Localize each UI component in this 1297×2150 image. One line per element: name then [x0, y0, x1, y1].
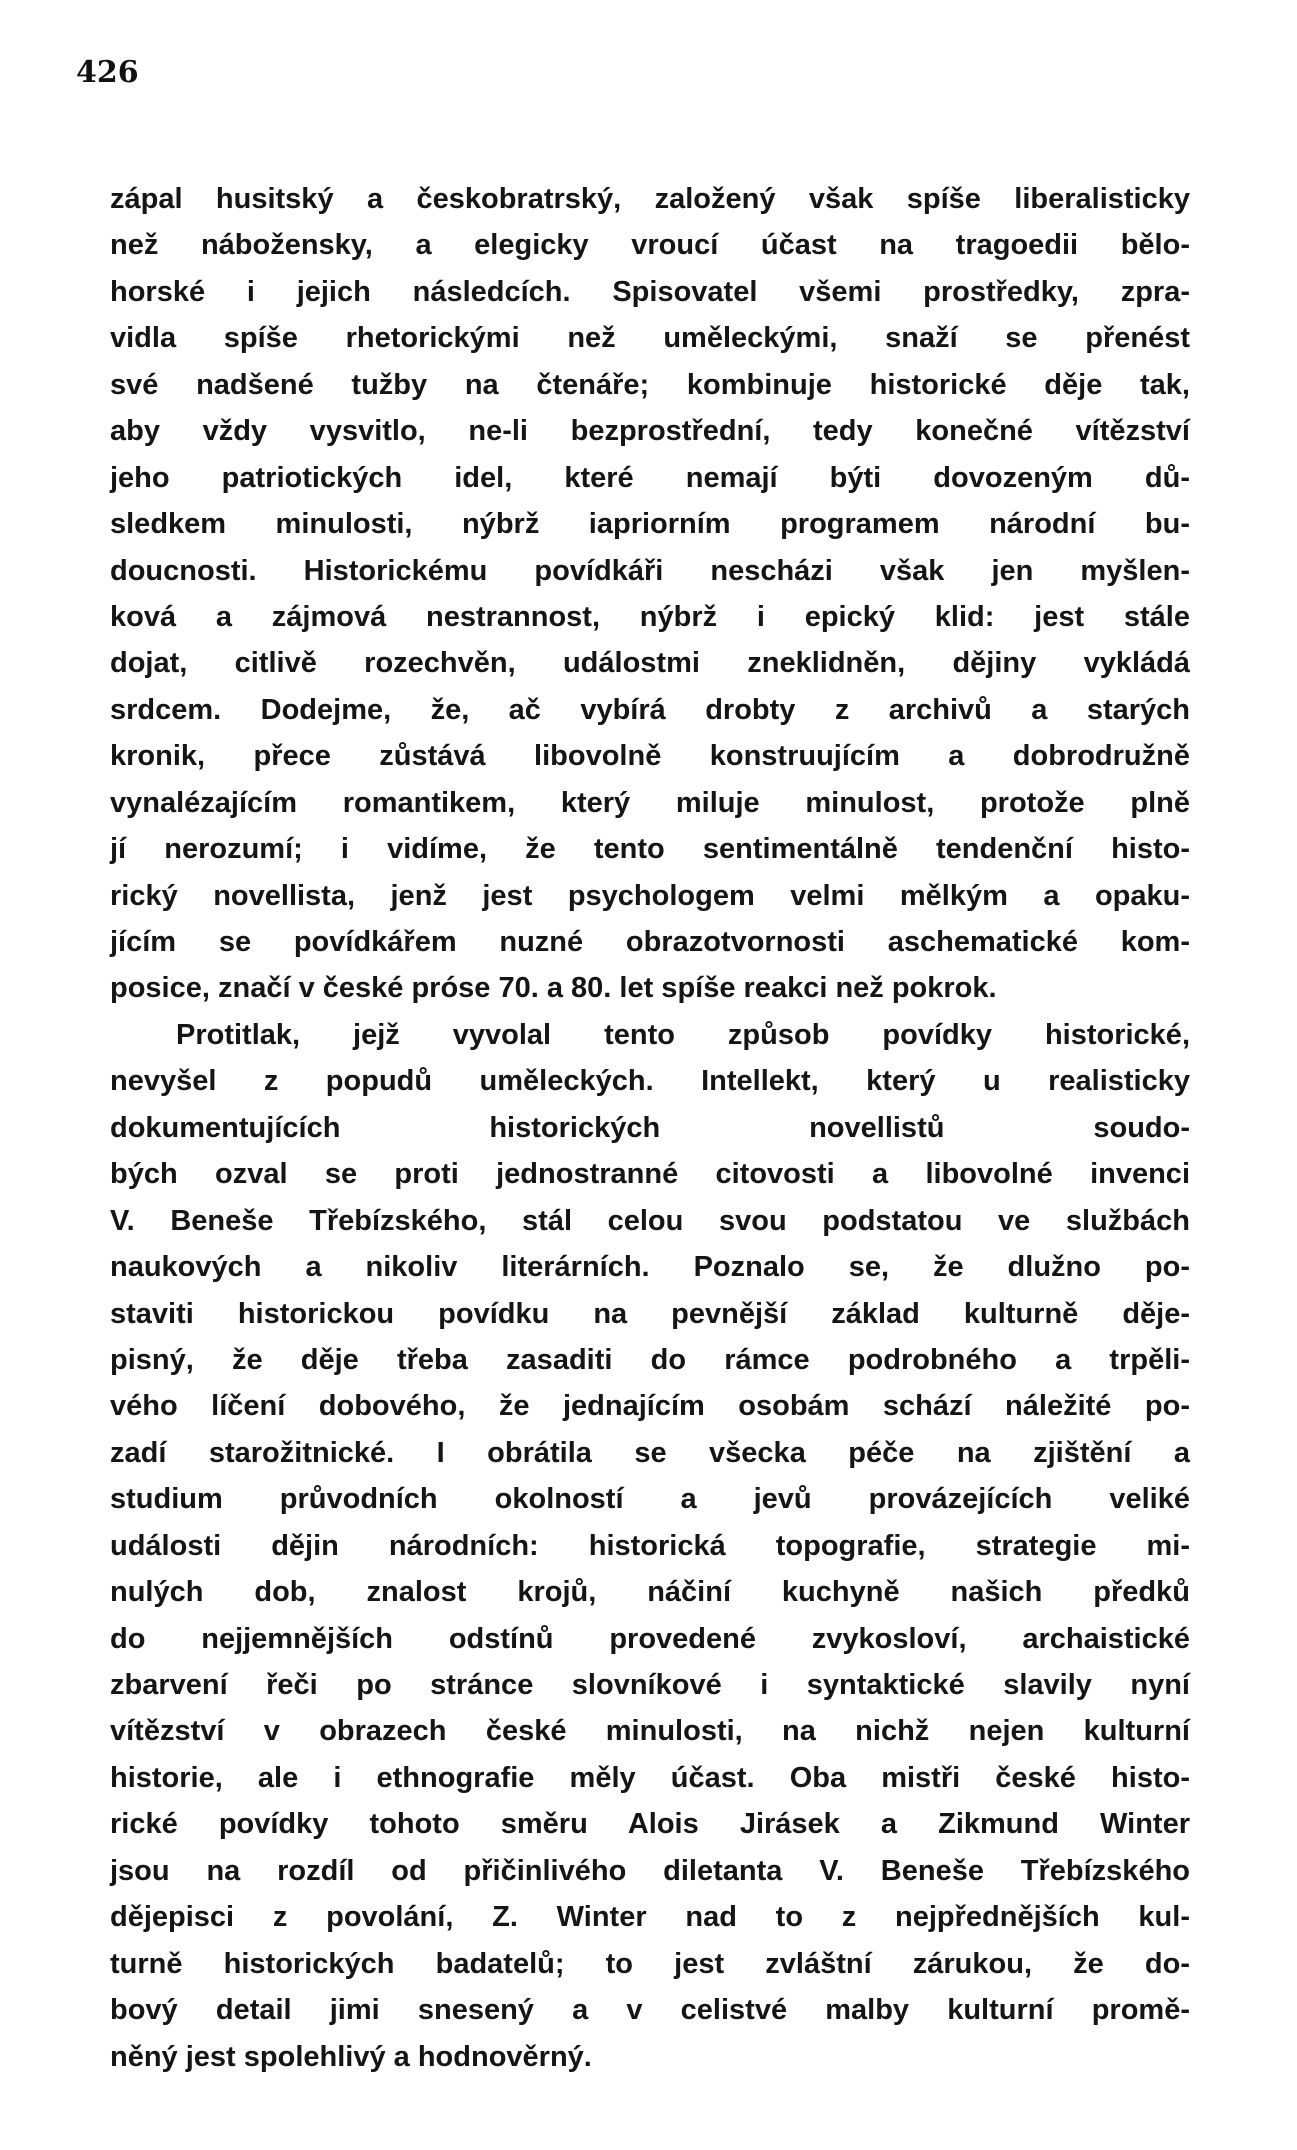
text-line: historie, ale i ethnografie měly účast. Oba mistři české histo- — [110, 1761, 1190, 1794]
text-line: jsou na rozdíl od přičinlivého diletanta V. Beneše Třebízského — [110, 1854, 1190, 1887]
text-line: V. Beneše Třebízského, stál celou svou podstatou ve službách — [110, 1204, 1190, 1237]
text-line: dějepisci z povolání, Z. Winter nad to z nejpřednějších kul- — [110, 1901, 1190, 1934]
text-line: sledkem minulosti, nýbrž iapriorním programem národní bu- — [110, 508, 1190, 541]
text-line: vidla spíše rhetorickými než uměleckými, snaží se přenést — [110, 322, 1190, 355]
text-line: dokumentujících historických novellistů soudo- — [110, 1111, 1190, 1144]
text-line: než nábožensky, a elegicky vroucí účast na tragoedii bělo- — [110, 229, 1190, 262]
text-line: dojat, citlivě rozechvěn, událostmi zneklidněn, dějiny vykládá — [110, 647, 1190, 680]
text-line: srdcem. Dodejme, že, ač vybírá drobty z archivů a starých — [110, 693, 1190, 726]
text-line: aby vždy vysvitlo, ne-li bezprostřední, tedy konečné vítězství — [110, 415, 1190, 448]
text-line: vynalézajícím romantikem, který miluje minulost, protože plně — [110, 786, 1190, 819]
text-line: Protitlak, jejž vyvolal tento způsob povídky historické, — [176, 1018, 1190, 1051]
text-line: staviti historickou povídku na pevnější základ kulturně děje- — [110, 1297, 1190, 1330]
text-line: nulých dob, znalost krojů, náčiní kuchyně našich předků — [110, 1576, 1190, 1609]
text-line: rické povídky tohoto směru Alois Jirásek a Zikmund Winter — [110, 1808, 1190, 1841]
text-line: nevyšel z popudů uměleckých. Intellekt, který u realisticky — [110, 1065, 1190, 1098]
text-line: bých ozval se proti jednostranné citovosti a libovolné invenci — [110, 1158, 1190, 1191]
text-line: události dějin národních: historická topografie, strategie mi- — [110, 1529, 1190, 1562]
body-text — [110, 176, 1190, 2080]
text-line: kronik, přece zůstává libovolně konstruujícím a dobrodružně — [110, 740, 1190, 773]
text-line: vítězství v obrazech české minulosti, na nichž nejen kulturní — [110, 1715, 1190, 1748]
text-line: zadí starožitnické. I obrátila se všecka péče na zjištění a — [110, 1436, 1190, 1469]
text-line: pisný, že děje třeba zasaditi do rámce podrobného a trpěli- — [110, 1343, 1190, 1376]
text-line: jeho patriotických idel, které nemají býti dovozeným dů- — [110, 461, 1190, 494]
text-line: rický novellista, jenž jest psychologem velmi mělkým a opaku- — [110, 879, 1190, 912]
text-line: něný jest spolehlivý a hodnověrný. — [110, 2040, 592, 2073]
text-line: naukových a nikoliv literárních. Poznalo se, že dlužno po- — [110, 1251, 1190, 1284]
text-line: své nadšené tužby na čtenáře; kombinuje historické děje tak, — [110, 368, 1190, 401]
text-line: zápal husitský a českobratrský, založený však spíše liberalisticky — [110, 183, 1190, 215]
text-line: do nejjemnějších odstínů provedené zvykosloví, archaistické — [110, 1622, 1190, 1655]
text-line: zbarvení řeči po stránce slovníkové i syntaktické slavily nyní — [110, 1669, 1190, 1701]
text-line: horské i jejich následcích. Spisovatel všemi prostředky, zpra- — [110, 275, 1190, 308]
text-line: posice, značí v české próse 70. a 80. let spíše reakci než pokrok. — [110, 972, 997, 1005]
text-line: jí nerozumí; i vidíme, že tento sentimentálně tendenční histo- — [110, 833, 1190, 866]
text-line: ková a zájmová nestrannost, nýbrž i epický klid: jest stále — [110, 600, 1190, 633]
text-line: jícím se povídkářem nuzné obrazotvornosti aschematické kom- — [110, 926, 1190, 958]
text-line: doucnosti. Historickému povídkáři nescházi však jen myšlen- — [110, 554, 1190, 587]
text-line: bový detail jimi snesený a v celistvé malby kulturní promě- — [110, 1994, 1190, 2027]
text-line: turně historických badatelů; to jest zvláštní zárukou, že do- — [110, 1947, 1190, 1980]
text-line: studium průvodních okolností a jevů provázejících veliké — [110, 1483, 1190, 1516]
page-number: 426 — [76, 55, 139, 90]
text-line: vého líčení dobového, že jednajícím osobám schází náležité po- — [110, 1390, 1190, 1423]
